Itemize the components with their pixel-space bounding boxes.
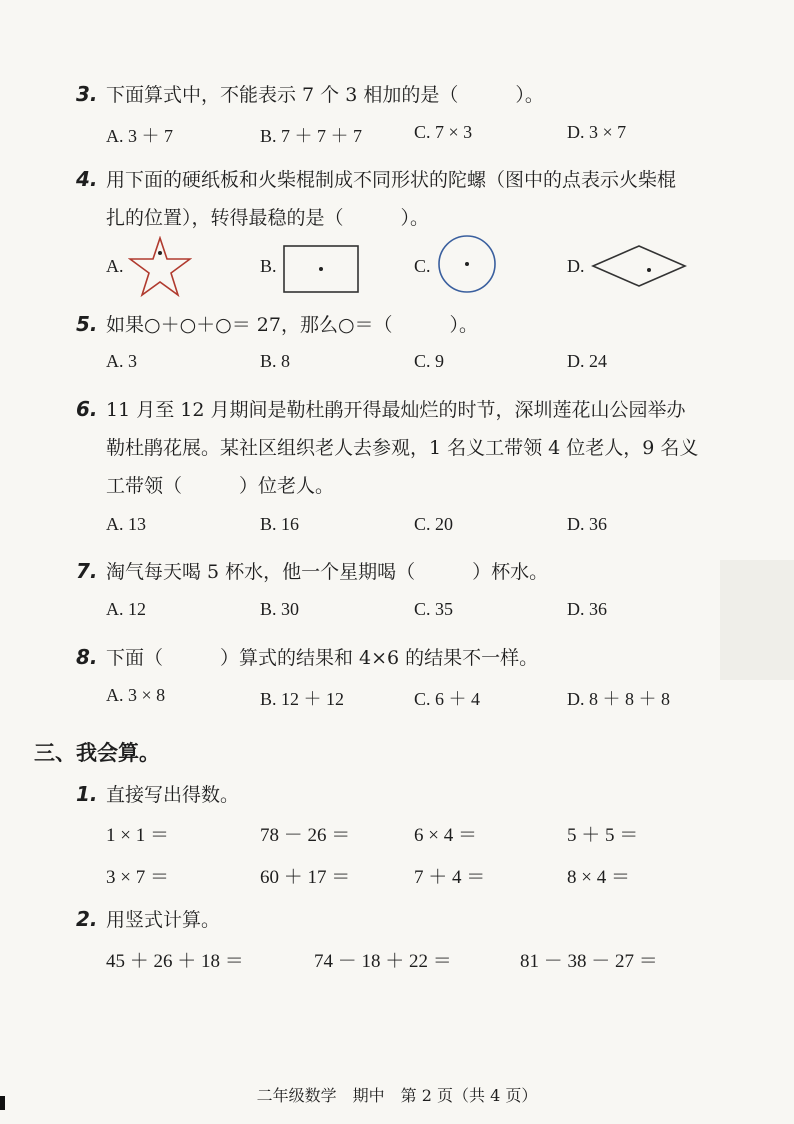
calc-1-4: 5 ＋ 5 ＝: [567, 825, 639, 846]
q3-option-c: C. 7 × 3: [414, 122, 473, 142]
option-label: D.: [567, 256, 585, 276]
question-text-line1: 用下面的硬纸板和火柴棍制成不同形状的陀螺（图中的点表示火柴棍: [106, 169, 677, 191]
q3-option-d: D. 3 × 7: [567, 122, 627, 142]
calc-2-3: 7 ＋ 4 ＝: [414, 867, 486, 888]
q8-option-b: B. 12 ＋ 12: [260, 689, 345, 709]
calc-2-4: 8 × 4 ＝: [567, 867, 630, 888]
calc-2-1: 3 × 7 ＝: [106, 867, 169, 888]
question-text: 用竖式计算。: [106, 909, 221, 931]
calc-2-2: 60 ＋ 17 ＝: [260, 867, 351, 888]
q8-option-d: D. 8 ＋ 8 ＋ 8: [567, 689, 670, 709]
question-number: 3.: [76, 82, 98, 106]
q8-option-c: C. 6 ＋ 4: [414, 689, 481, 709]
option-label: A.: [106, 256, 124, 276]
question-number: 8.: [76, 645, 98, 669]
question-number: 6.: [76, 397, 98, 421]
question-8: [76, 643, 538, 670]
question-text: 淘气每天喝 5 杯水，他一个星期喝（ ）杯水。: [106, 561, 549, 583]
question-4-line2: 扎的位置），转得最稳的是（ ）。: [106, 207, 430, 229]
q7-option-b: B. 30: [260, 599, 300, 619]
q5-option-a: A. 3: [106, 351, 137, 371]
q4-option-d: [567, 236, 697, 296]
section-3-title: 三、我会算。: [34, 741, 160, 765]
q3-option-b: B. 7 ＋ 7 ＋ 7: [260, 126, 363, 146]
q6-option-b: B. 16: [260, 514, 300, 534]
scan-edge-mark: [0, 1096, 5, 1110]
question-6-line2: 勒杜鹃花展。某社区组织老人去参观，1 名义工带领 4 位老人，9 名义: [106, 437, 699, 459]
question-text-line1: 11 月至 12 月期间是勒杜鹃开得最灿烂的时节，深圳莲花山公园举办: [106, 399, 686, 421]
q5-option-c: C. 9: [414, 351, 445, 371]
question-text: 如果○＋○＋○＝ 27，那么○＝（ ）。: [106, 314, 479, 336]
option-label: B.: [260, 256, 277, 276]
vertical-calc-1: 45 ＋ 26 ＋ 18 ＝: [106, 951, 244, 972]
q7-option-a: A. 12: [106, 599, 146, 619]
question-7: [76, 557, 548, 584]
q7-option-d: D. 36: [567, 599, 607, 619]
vertical-calc-2: 74 － 18 ＋ 22 ＝: [314, 951, 452, 972]
q3-option-a: A. 3 ＋ 7: [106, 126, 173, 146]
question-text: 下面算式中，不能表示 7 个 3 相加的是（ ）。: [106, 84, 544, 106]
option-label: C.: [414, 256, 431, 276]
question-3: [76, 80, 544, 107]
question-6-line3: 工带领（ ）位老人。: [106, 475, 335, 497]
question-5: [76, 310, 478, 337]
question-number: 5.: [76, 312, 98, 336]
q6-option-d: D. 36: [567, 514, 607, 534]
section-3-sub-1: [76, 780, 239, 807]
star-shape: [128, 236, 192, 298]
question-4: [76, 165, 676, 192]
calc-1-2: 78 － 26 ＝: [260, 825, 351, 846]
question-text: 下面（ ）算式的结果和 4×6 的结果不一样。: [106, 647, 539, 669]
vertical-calc-3: 81 － 38 － 27 ＝: [520, 951, 658, 972]
calc-1-3: 6 × 4 ＝: [414, 825, 477, 846]
q8-option-a: A. 3 × 8: [106, 685, 166, 705]
q4-option-b: [260, 236, 370, 296]
q6-option-a: A. 13: [106, 514, 146, 534]
section-3-sub-2: [76, 905, 220, 932]
page-footer: 二年级数学 期中 第 2 页（共 4 页）: [256, 1086, 538, 1105]
rectangle-shape: [282, 244, 362, 296]
circle-shape: [436, 233, 498, 295]
question-number: 1.: [76, 782, 98, 806]
q5-option-d: D. 24: [567, 351, 607, 371]
q6-option-c: C. 20: [414, 514, 454, 534]
question-number: 2.: [76, 907, 98, 931]
q7-option-c: C. 35: [414, 599, 454, 619]
q5-option-b: B. 8: [260, 351, 291, 371]
question-6: [76, 395, 685, 422]
q4-option-a: [106, 236, 196, 296]
calc-1-1: 1 × 1 ＝: [106, 825, 169, 846]
question-number: 4.: [76, 167, 98, 191]
q4-option-c: [414, 236, 504, 296]
rhombus-shape: [591, 244, 687, 288]
question-text: 直接写出得数。: [106, 784, 240, 806]
question-number: 7.: [76, 559, 98, 583]
show-through-shade: [720, 560, 794, 680]
